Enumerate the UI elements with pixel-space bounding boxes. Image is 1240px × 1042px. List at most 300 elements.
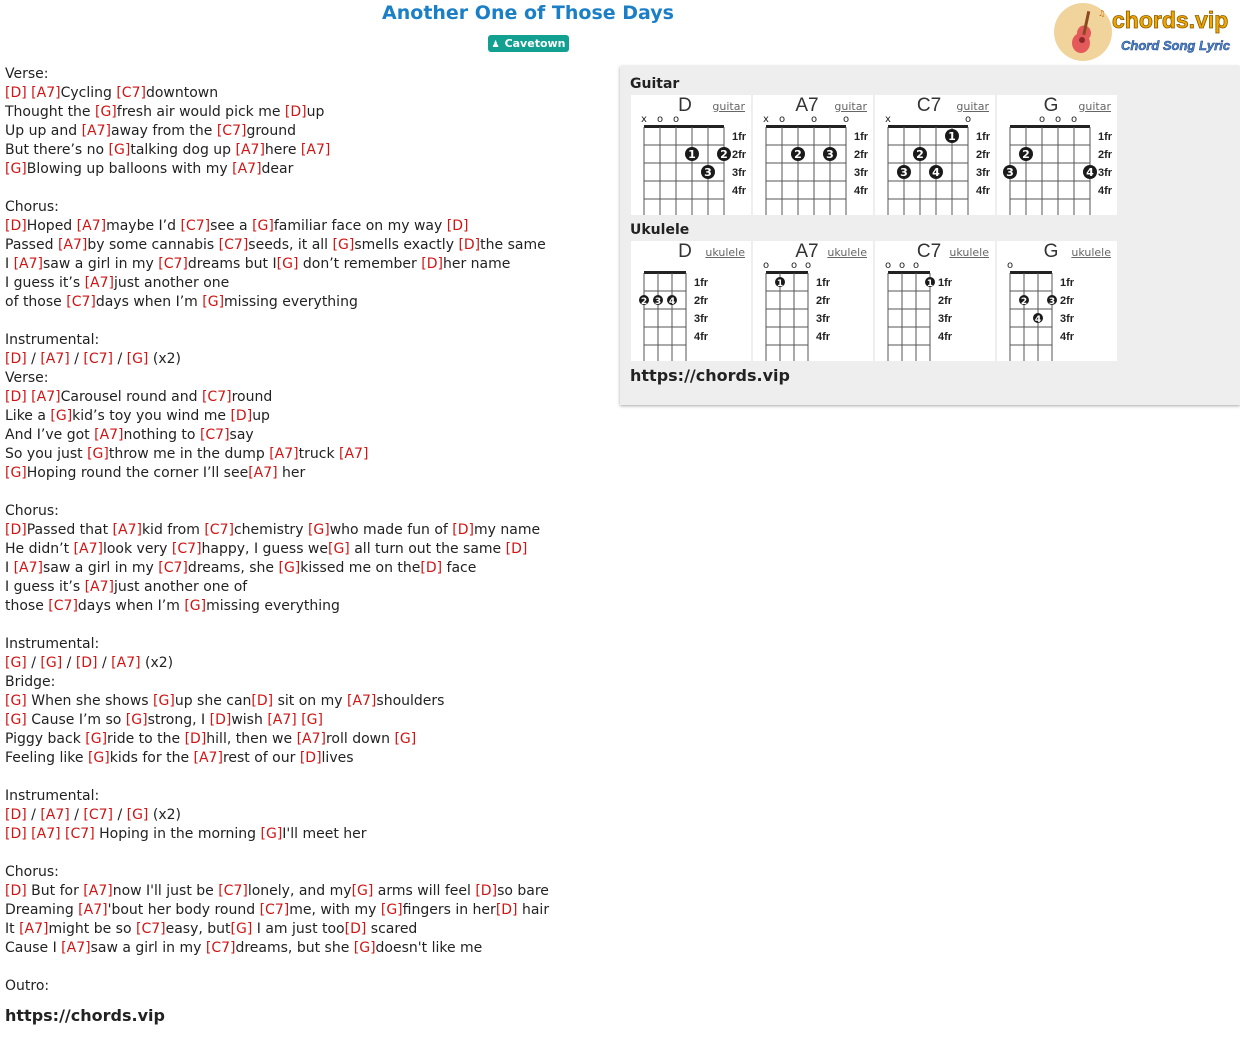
lyric-text: / xyxy=(113,807,127,823)
lyric-line xyxy=(5,65,549,84)
chord-link[interactable]: [G] xyxy=(87,750,110,766)
lyric-line xyxy=(5,711,549,730)
chord-link[interactable]: [G] xyxy=(153,693,175,709)
nut xyxy=(888,125,968,128)
chord-link[interactable]: [A7] xyxy=(346,693,377,709)
fret-label: 1fr xyxy=(1098,131,1113,143)
chord-link[interactable]: [G] xyxy=(5,465,27,481)
chord-link[interactable]: [G] xyxy=(202,294,225,310)
chord-link[interactable]: [A7] xyxy=(83,883,113,899)
lyric-text: missing everything xyxy=(224,294,358,310)
chord-type-link[interactable]: guitar xyxy=(956,100,989,113)
lyric-text: by some cannabis xyxy=(87,237,219,253)
chord-link[interactable]: [G] xyxy=(328,541,350,557)
chord-name: C7 xyxy=(916,95,942,116)
chord-link[interactable]: [C7] xyxy=(201,389,232,405)
lyric-text: lonely, and my xyxy=(247,883,352,899)
open-string-marker: o xyxy=(1038,114,1046,125)
chord-link[interactable]: [G] xyxy=(126,351,149,367)
chord-link[interactable]: [G] xyxy=(351,883,374,899)
lyric-line xyxy=(5,692,549,711)
lyric-text: / xyxy=(69,807,84,823)
finger-number: 3 xyxy=(1048,297,1056,307)
chord-link[interactable]: [C7] xyxy=(116,85,146,101)
lyric-line xyxy=(5,464,549,483)
lyric-text: Verse: xyxy=(5,66,49,82)
chord-link[interactable]: [G] xyxy=(50,408,73,424)
open-string-marker: o xyxy=(1006,260,1014,271)
lyric-text: might be so xyxy=(48,921,136,937)
chord-link[interactable]: [G] xyxy=(184,598,207,614)
chord-link[interactable]: [A7] xyxy=(31,85,61,101)
site-logo[interactable] xyxy=(1054,2,1240,62)
fret-label: 2fr xyxy=(694,295,709,307)
lyric-text: (x2) xyxy=(140,655,174,671)
lyric-line xyxy=(5,274,549,293)
chord-link[interactable]: [C7] xyxy=(204,522,234,538)
footer-url-link[interactable]: https://chords.vip xyxy=(5,1006,165,1025)
lyric-line xyxy=(5,426,549,445)
chord-link[interactable]: [G] xyxy=(5,712,27,728)
finger-number: 3 xyxy=(1006,166,1014,179)
chord-link[interactable]: [A7] xyxy=(76,218,107,234)
lyric-text: I guess it’s xyxy=(5,275,85,291)
lyric-line xyxy=(5,407,549,426)
fret-label: 2fr xyxy=(816,295,831,307)
lyric-text: kid from xyxy=(141,522,205,538)
fret-label: 3fr xyxy=(938,313,953,325)
chord-link[interactable]: [D] xyxy=(75,655,98,671)
guitar-logo-icon xyxy=(1054,2,1240,62)
chord-link[interactable]: [A7] xyxy=(61,940,91,956)
chord-link[interactable]: [D] xyxy=(458,237,481,253)
chord-link[interactable]: [G] xyxy=(380,902,403,918)
lyric-line xyxy=(5,825,549,844)
chord-link[interactable]: [C7] xyxy=(65,826,95,842)
chord-link[interactable]: [D] xyxy=(446,218,469,234)
lyric-text: It xyxy=(5,921,20,937)
lyric-line xyxy=(5,293,549,312)
chord-link[interactable]: [A7] xyxy=(248,465,278,481)
fret-label: 4fr xyxy=(1098,185,1113,197)
open-string-marker: o xyxy=(672,114,680,125)
fret-label: 3fr xyxy=(816,313,831,325)
fret-label: 1fr xyxy=(694,277,709,289)
chord-link[interactable]: [A7] xyxy=(84,579,114,595)
chord-link[interactable]: [A7] xyxy=(31,826,61,842)
lyric-text: He didn’t xyxy=(5,541,74,557)
chord-link[interactable]: [A7] xyxy=(57,237,88,253)
chord-link[interactable]: [D] xyxy=(475,883,498,899)
lyric-line xyxy=(5,597,549,616)
panel-url-link[interactable]: https://chords.vip xyxy=(630,366,790,385)
fret-label: 2fr xyxy=(854,149,869,161)
lyric-text: Hoping in the morning xyxy=(94,826,261,842)
fret-label: 4fr xyxy=(816,331,831,343)
chord-link[interactable]: [A7] xyxy=(73,541,103,557)
lyric-line xyxy=(5,768,549,787)
chord-link[interactable]: [C7] xyxy=(136,921,166,937)
chord-link[interactable]: [D] xyxy=(230,408,253,424)
lyric-text: scared xyxy=(366,921,418,937)
lyric-line xyxy=(5,749,549,768)
chord-name: D xyxy=(678,95,692,116)
lyric-text: hair xyxy=(517,902,550,918)
lyric-text: arms will feel xyxy=(373,883,476,899)
fret-label: 4fr xyxy=(1060,331,1075,343)
lyric-text: saw a girl in my xyxy=(43,256,159,272)
fret-label: 4fr xyxy=(732,185,747,197)
lyrics-sheet xyxy=(5,65,549,1025)
open-string-marker: o xyxy=(762,260,770,271)
lyric-line xyxy=(5,806,549,825)
chord-link[interactable]: [C7] xyxy=(205,940,236,956)
lyric-text: Cause I xyxy=(5,940,62,956)
chord-name: A7 xyxy=(795,241,819,262)
lyric-line xyxy=(5,730,549,749)
open-string-marker: o xyxy=(1054,114,1062,125)
lyric-text: Cycling xyxy=(60,85,117,101)
chord-link[interactable]: [G] xyxy=(260,826,283,842)
chord-link[interactable]: [C7] xyxy=(216,123,247,139)
chord-link[interactable]: [A7] xyxy=(267,712,297,728)
chord-link[interactable]: [A7] xyxy=(40,807,70,823)
chord-link[interactable]: [G] xyxy=(125,712,148,728)
lyric-text: kid’s toy you wind me xyxy=(72,408,231,424)
chord-link[interactable]: [A7] xyxy=(13,560,44,576)
lyric-text: / xyxy=(26,807,41,823)
lyric-line xyxy=(5,654,549,673)
lyric-text: my name xyxy=(474,522,541,538)
lyric-text: kissed me on the xyxy=(300,560,421,576)
lyric-text: sit on my xyxy=(273,693,347,709)
lyric-line xyxy=(5,635,549,654)
finger-number: 3 xyxy=(704,166,712,179)
finger-number: 4 xyxy=(1086,166,1094,179)
logo-name: chords.vip xyxy=(1112,7,1229,33)
chord-link[interactable]: [D] xyxy=(5,883,27,899)
song-title: Another One of Those Days xyxy=(382,2,674,24)
chord-name: C7 xyxy=(916,241,942,262)
lyric-line xyxy=(5,179,549,198)
fret-label: 3fr xyxy=(694,313,709,325)
lyric-text: / xyxy=(26,351,41,367)
chord-link[interactable]: [C7] xyxy=(66,294,96,310)
chord-link[interactable]: [G] xyxy=(276,256,299,272)
chord-link[interactable]: [C7] xyxy=(171,541,202,557)
chord-link[interactable]: [A7] xyxy=(81,123,112,139)
chord-card-ukulele-g[interactable] xyxy=(997,241,1117,361)
lyric-text: kids for the xyxy=(109,750,194,766)
chord-card-ukulele-a7[interactable] xyxy=(753,241,873,361)
lyric-line xyxy=(5,882,549,901)
lyric-line xyxy=(5,236,549,255)
nut xyxy=(644,125,724,128)
lyric-text: days when I’m xyxy=(77,598,185,614)
chord-name: G xyxy=(1043,241,1059,262)
chord-type-link[interactable]: ukulele xyxy=(949,246,989,259)
lyric-text: so bare xyxy=(497,883,549,899)
open-string-marker: o xyxy=(656,114,664,125)
chord-link[interactable]: [A7] xyxy=(300,142,331,158)
chord-link[interactable]: [G] xyxy=(394,731,417,747)
chord-link[interactable]: [D] xyxy=(495,902,518,918)
chord-link[interactable]: [A7] xyxy=(19,921,49,937)
fret-label: 4fr xyxy=(854,185,869,197)
finger-number: 2 xyxy=(1022,148,1030,161)
lyric-text: / xyxy=(69,351,84,367)
lyric-text: (x2) xyxy=(148,807,181,823)
lyric-text: Verse: xyxy=(5,370,49,386)
chord-card-guitar-a7[interactable] xyxy=(753,95,873,215)
lyric-text: doesn't like me xyxy=(375,940,483,956)
chord-link[interactable]: [D] xyxy=(184,731,207,747)
lyric-text: Instrumental: xyxy=(5,636,100,652)
lyric-text: away from the xyxy=(111,123,217,139)
chord-link[interactable]: [A7] xyxy=(339,446,369,462)
lyric-text: easy, but xyxy=(165,921,231,937)
lyric-line xyxy=(5,939,549,958)
lyric-line xyxy=(5,255,549,274)
chord-link[interactable]: [D] xyxy=(5,807,27,823)
chord-type-link[interactable]: guitar xyxy=(834,100,867,113)
chord-link[interactable]: [C7] xyxy=(180,218,211,234)
chord-link[interactable]: [G] xyxy=(278,560,301,576)
chord-link[interactable]: [G] xyxy=(353,940,376,956)
chord-link[interactable]: [D] xyxy=(299,750,322,766)
finger-number: 2 xyxy=(720,148,728,161)
nut xyxy=(766,271,808,274)
lyric-text: truck xyxy=(298,446,340,462)
chord-link[interactable]: [A7] xyxy=(269,446,299,462)
chord-link[interactable]: [G] xyxy=(230,921,253,937)
chord-link[interactable]: [D] xyxy=(5,85,27,101)
lyric-text: I xyxy=(5,256,14,272)
fret-label: 1fr xyxy=(854,131,869,143)
lyric-text: the same xyxy=(480,237,546,253)
lyric-text: saw a girl in my xyxy=(90,940,206,956)
lyric-line xyxy=(5,616,549,635)
finger-number: 1 xyxy=(948,130,956,143)
chord-link[interactable]: [D] xyxy=(284,104,307,120)
chord-link[interactable]: [G] xyxy=(307,522,330,538)
artist-badge[interactable] xyxy=(488,35,569,52)
chord-link[interactable]: [G] xyxy=(95,104,117,120)
chord-link[interactable]: [D] xyxy=(251,693,274,709)
lyric-line xyxy=(5,141,549,160)
lyric-text: me, with my xyxy=(289,902,381,918)
chord-link[interactable]: [G] xyxy=(85,731,108,747)
finger-number: 4 xyxy=(932,166,940,179)
open-string-marker: o xyxy=(790,260,798,271)
lyric-text: Passed that xyxy=(26,522,113,538)
chord-card-guitar-g[interactable] xyxy=(997,95,1117,215)
open-string-marker: o xyxy=(912,260,920,271)
chord-link[interactable]: [A7] xyxy=(235,142,265,158)
chord-type-link[interactable]: ukulele xyxy=(1071,246,1111,259)
lyric-text: / xyxy=(26,655,41,671)
lyric-text: I am just too xyxy=(252,921,345,937)
svg-text:♫: ♫ xyxy=(1098,9,1106,18)
finger-number: 2 xyxy=(640,297,648,307)
lyric-text: fresh air would pick me xyxy=(116,104,285,120)
lyric-text: see a xyxy=(210,218,253,234)
lyric-text: happy, I guess we xyxy=(201,541,328,557)
lyric-line xyxy=(5,540,549,559)
finger-number: 1 xyxy=(926,279,934,289)
muted-string-marker: x xyxy=(885,114,891,125)
chord-link[interactable]: [D] xyxy=(5,351,27,367)
chord-link[interactable]: [C7] xyxy=(83,807,113,823)
chord-link[interactable]: [A7] xyxy=(232,161,262,177)
fret-label: 1fr xyxy=(816,277,831,289)
chord-link[interactable]: [G] xyxy=(5,161,27,177)
chord-link[interactable]: [D] xyxy=(5,522,27,538)
fret-label: 1fr xyxy=(1060,277,1075,289)
lyric-line xyxy=(5,787,549,806)
lyric-text: don’t remember xyxy=(298,256,422,272)
lyric-text: up she can xyxy=(174,693,252,709)
chord-card-ukulele-d[interactable] xyxy=(631,241,751,361)
fret-label: 3fr xyxy=(854,167,869,179)
lyric-text: chemistry xyxy=(233,522,308,538)
lyric-text: strong, I xyxy=(147,712,210,728)
fret-label: 4fr xyxy=(694,331,709,343)
fret-label: 3fr xyxy=(1098,167,1113,179)
chord-link[interactable]: [A7] xyxy=(111,655,141,671)
chord-card-guitar-d[interactable] xyxy=(631,95,751,215)
chord-link[interactable]: [A7] xyxy=(84,275,114,291)
chord-link[interactable]: [G] xyxy=(5,655,27,671)
lyric-text: downtown xyxy=(145,85,219,101)
lyric-line xyxy=(5,312,549,331)
chord-link[interactable]: [A7] xyxy=(78,902,108,918)
lyric-text: missing everything xyxy=(206,598,340,614)
finger-number: 3 xyxy=(654,297,662,307)
finger-number: 1 xyxy=(776,279,784,289)
chord-link[interactable]: [A7] xyxy=(112,522,142,538)
lyric-text: When she shows xyxy=(26,693,154,709)
lyric-line xyxy=(5,388,549,407)
lyric-line xyxy=(5,160,549,179)
lyric-line xyxy=(5,863,549,882)
lyric-text: up xyxy=(306,104,325,120)
chord-link[interactable]: [G] xyxy=(108,142,131,158)
lyric-line xyxy=(5,958,549,977)
lyric-text: / xyxy=(113,351,127,367)
chord-link[interactable]: [A7] xyxy=(296,731,326,747)
lyric-line xyxy=(5,331,549,350)
chord-link[interactable]: [A7] xyxy=(13,256,44,272)
lyric-text: dear xyxy=(261,161,294,177)
lyric-text: dreams, she xyxy=(187,560,279,576)
chord-link[interactable]: [D] xyxy=(505,541,528,557)
open-string-marker: o xyxy=(964,114,972,125)
lyric-text: seeds, it all xyxy=(248,237,333,253)
fret-label: 2fr xyxy=(1098,149,1113,161)
lyric-text: round xyxy=(231,389,273,405)
chord-type-link[interactable]: ukulele xyxy=(705,246,745,259)
chord-link[interactable]: [G] xyxy=(40,655,63,671)
chord-link[interactable]: [D] xyxy=(5,389,27,405)
artist-name: Cavetown xyxy=(504,37,566,50)
chord-link[interactable]: [A7] xyxy=(94,427,124,443)
lyric-text: nothing to xyxy=(123,427,200,443)
lyric-text: her name xyxy=(442,256,511,272)
chord-link[interactable]: [C7] xyxy=(218,237,249,253)
chord-link[interactable]: [D] xyxy=(421,256,443,272)
lyric-text: talking dog up xyxy=(130,142,236,158)
lyric-line xyxy=(5,217,549,236)
chord-link[interactable]: [D] xyxy=(209,712,232,728)
lyric-line xyxy=(5,103,549,122)
chord-name: G xyxy=(1043,95,1059,116)
chord-link[interactable]: [C7] xyxy=(83,351,113,367)
lyric-line xyxy=(5,84,549,103)
finger-number: 2 xyxy=(794,148,802,161)
lyric-text: Instrumental: xyxy=(5,332,100,348)
chord-type-link[interactable]: guitar xyxy=(712,100,745,113)
lyric-text: Piggy back xyxy=(5,731,86,747)
lyric-text: Like a xyxy=(5,408,51,424)
chord-name: D xyxy=(678,241,692,262)
chord-link[interactable]: [G] xyxy=(87,446,109,462)
chord-link[interactable]: [C7] xyxy=(218,883,248,899)
chord-link[interactable]: [A7] xyxy=(40,351,70,367)
nut xyxy=(888,271,930,274)
lyric-text: / xyxy=(97,655,112,671)
chord-card-guitar-c7[interactable] xyxy=(875,95,995,215)
lyric-line xyxy=(5,920,549,939)
lyric-text: look very xyxy=(102,541,172,557)
chord-link[interactable]: [G] xyxy=(252,218,274,234)
lyric-line xyxy=(5,122,549,141)
lyric-text: I xyxy=(5,560,14,576)
chord-type-link[interactable]: guitar xyxy=(1078,100,1111,113)
chord-link[interactable]: [A7] xyxy=(31,389,61,405)
lyric-text: just another one of xyxy=(114,579,248,595)
lyric-text: ground xyxy=(246,123,296,139)
lyric-text: wish xyxy=(231,712,268,728)
chord-type-link[interactable]: ukulele xyxy=(827,246,867,259)
chord-card-ukulele-c7[interactable] xyxy=(875,241,995,361)
open-string-marker: o xyxy=(1070,114,1078,125)
chord-link[interactable]: [G] xyxy=(332,237,355,253)
chord-link[interactable]: [C7] xyxy=(48,598,78,614)
chord-link[interactable]: [D] xyxy=(5,218,27,234)
chord-link[interactable]: [G] xyxy=(126,807,149,823)
chord-link[interactable]: [D] xyxy=(344,921,367,937)
chord-link[interactable]: [C7] xyxy=(158,560,188,576)
chord-link[interactable]: [D] xyxy=(420,560,443,576)
lyric-line xyxy=(5,844,549,863)
chord-link[interactable]: [C7] xyxy=(259,902,290,918)
fret-label: 4fr xyxy=(976,185,991,197)
chord-link[interactable]: [A7] xyxy=(193,750,223,766)
lyric-text: Chorus: xyxy=(5,503,59,519)
lyric-text: (x2) xyxy=(148,351,181,367)
chord-link[interactable]: [C7] xyxy=(158,256,188,272)
chord-link[interactable]: [D] xyxy=(5,826,27,842)
chord-link[interactable]: [D] xyxy=(452,522,475,538)
chord-link[interactable]: [G] xyxy=(301,712,323,728)
lyric-text: Hoped xyxy=(26,218,77,234)
chord-link[interactable]: [C7] xyxy=(199,427,230,443)
lyric-text: shoulders xyxy=(376,693,445,709)
chord-diagram-panel xyxy=(620,66,1240,405)
chord-link[interactable]: [G] xyxy=(5,693,27,709)
lyric-text: smells exactly xyxy=(354,237,459,253)
